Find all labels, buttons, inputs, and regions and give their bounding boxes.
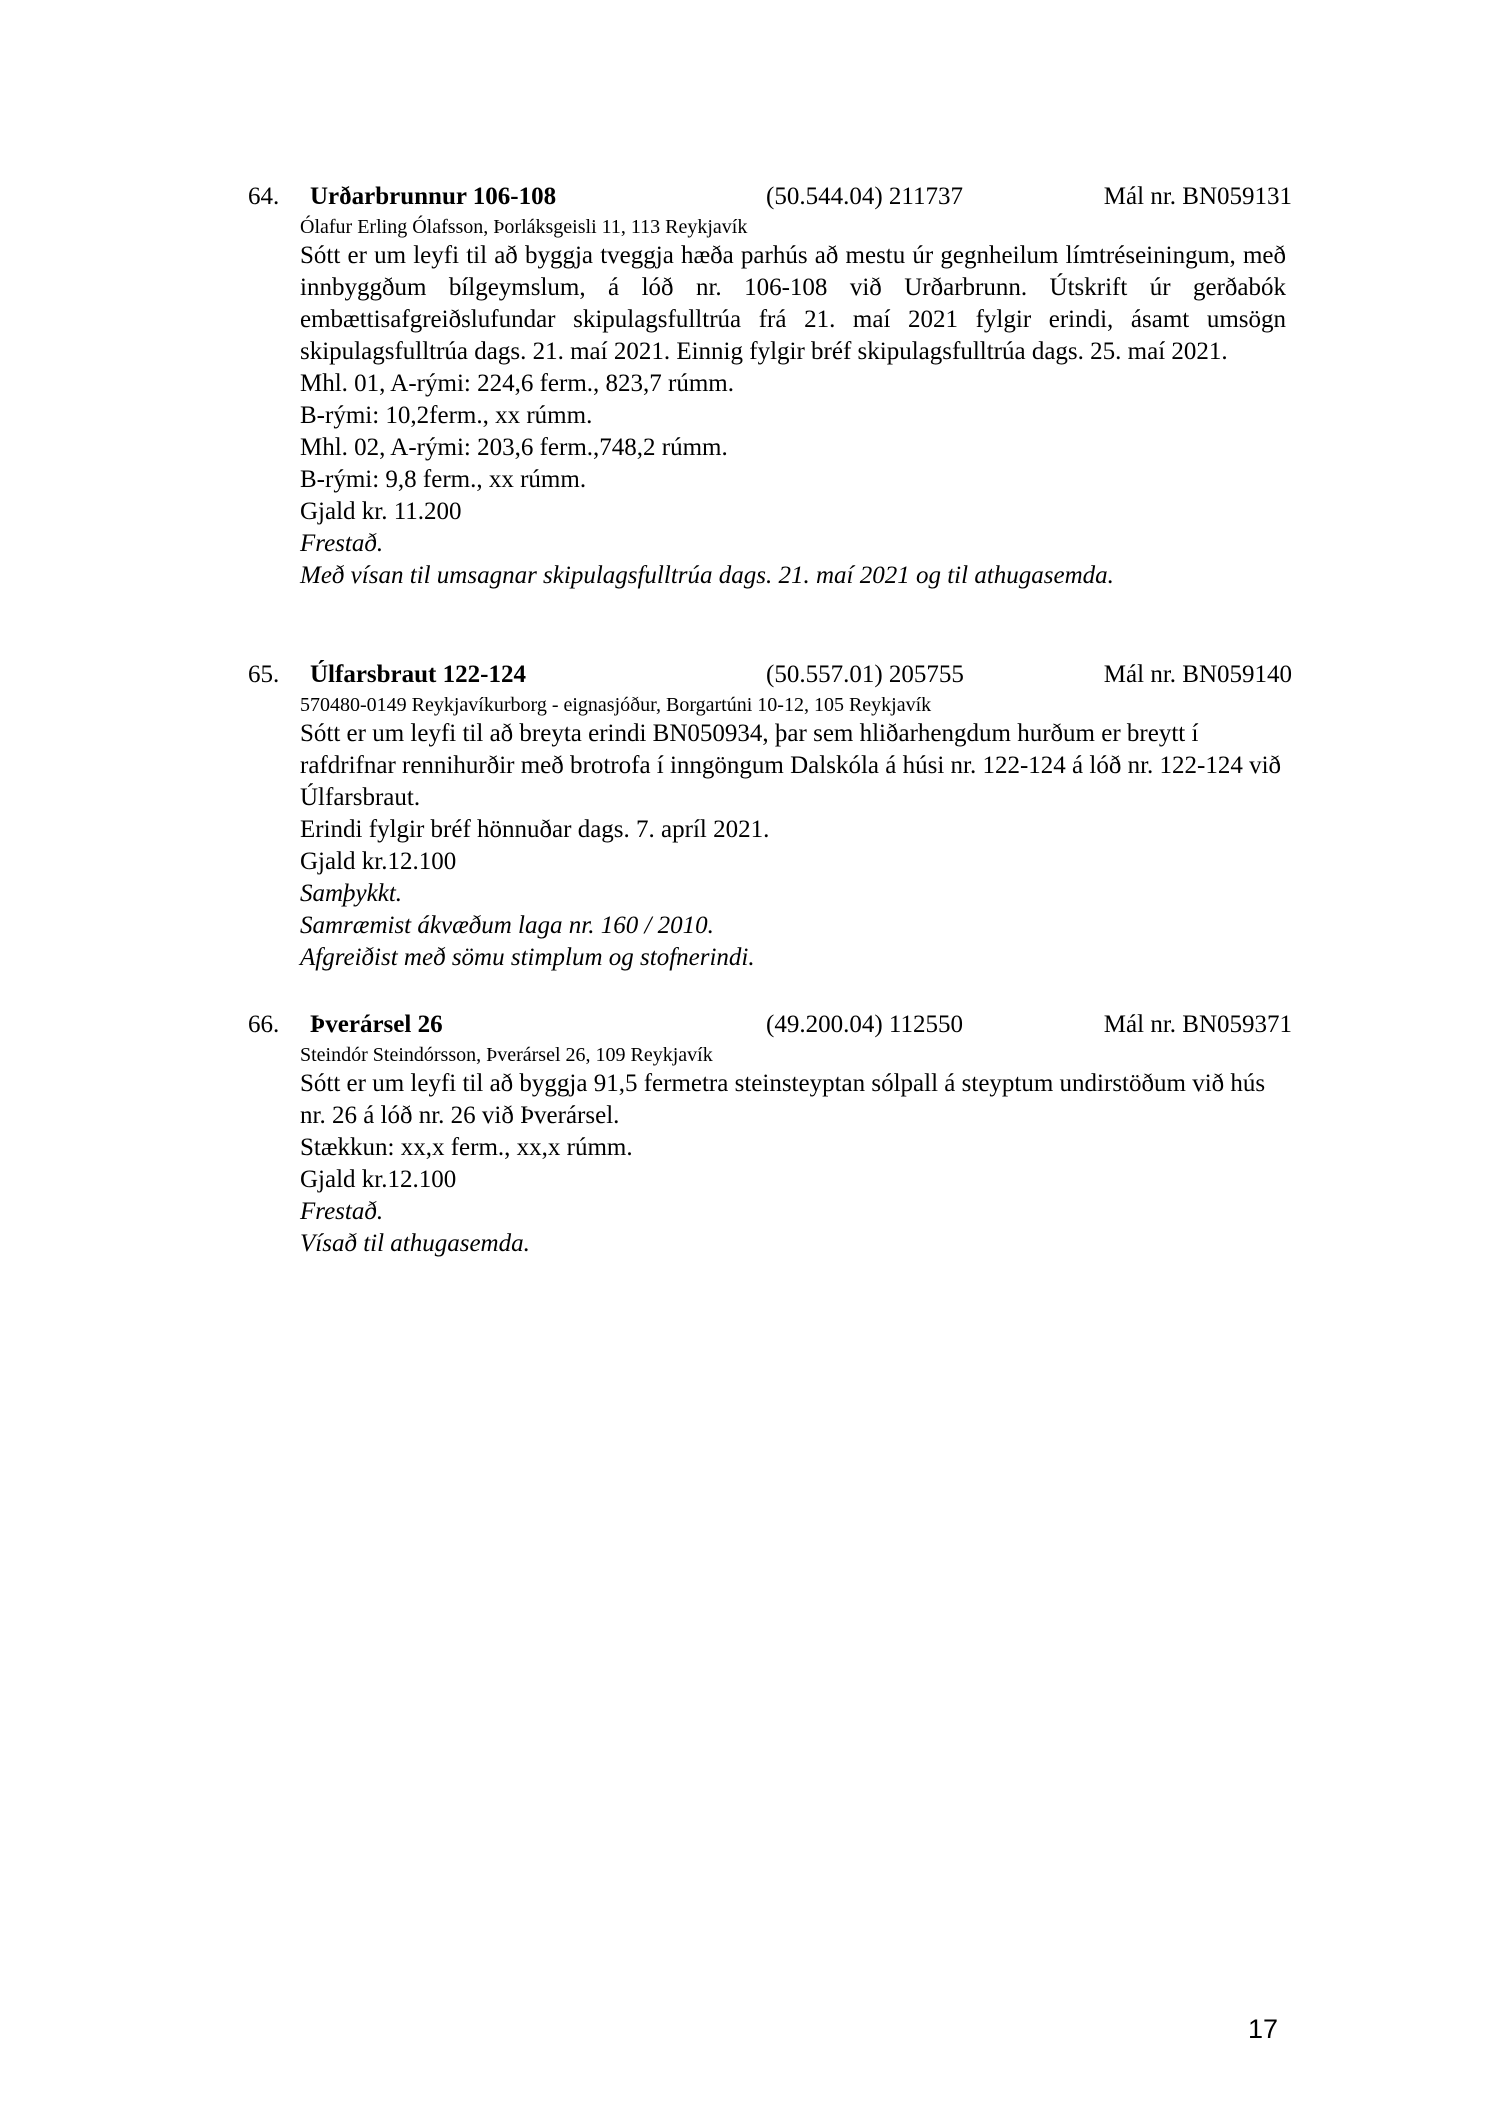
item-header xyxy=(248,180,1292,214)
fee: Gjald kr.12.100 xyxy=(300,848,457,875)
note: Með vísan til umsagnar skipulagsfulltrúa dags. 21. maí 2021 og til athugasemda. xyxy=(300,562,1114,589)
detail-line: Mhl. 01, A-rými: 224,6 ferm., 823,7 rúmm. xyxy=(300,370,734,397)
item-number: 65. xyxy=(248,661,280,688)
item-body xyxy=(300,214,1292,592)
detail-line: B-rými: 9,8 ferm., xx rúmm. xyxy=(300,466,587,493)
item-address: Þverársel 26 xyxy=(310,1011,443,1038)
detail-line: Stækkun: xx,x ferm., xx,x rúmm. xyxy=(300,1134,633,1161)
description: Sótt er um leyfi til að breyta erindi BN050934, þar sem hliðarhengdum hurðum er breytt í rafdrifnar rennihurðir með brotrofa í inngöngum Dalskóla á húsi nr. 122-124 á lóð nr. 122-124 við Úlfarsbraut. xyxy=(300,720,1282,811)
page-number: 17 xyxy=(1248,2014,1279,2044)
item-body xyxy=(300,1042,1292,1260)
case-number: Mál nr. BN059140 xyxy=(1103,661,1292,688)
item-number: 64. xyxy=(248,183,280,210)
land-id: (49.200.04) 112550 xyxy=(766,1011,963,1038)
decision: Samþykkt. xyxy=(300,880,403,907)
detail-line: B-rými: 10,2ferm., xx rúmm. xyxy=(300,402,593,429)
detail-line: Mhl. 02, A-rými: 203,6 ferm.,748,2 rúmm. xyxy=(300,434,728,461)
description: Sótt er um leyfi til að byggja tveggja hæða parhús að mestu úr gegnheilum límtréseiningum, með innbyggðum bílgeymslum, á lóð nr. 106-108 við Urðarbrunn. Útskrift úr gerðabók embættisafgreiðslufundar skipulagsfulltrúa frá 21. maí 2021 fylgir erindi, ásamt umsögn skipulagsfulltrúa dags. 21. maí 2021. Einnig fylgir bréf skipulagsfulltrúa dags. 25. maí 2021. xyxy=(300,242,1286,365)
description: Sótt er um leyfi til að byggja 91,5 fermetra steinsteyptan sólpall á steyptum undirstöðum við hús nr. 26 á lóð nr. 26 við Þverársel. xyxy=(300,1070,1266,1129)
case-number: Mál nr. BN059131 xyxy=(1103,183,1292,210)
item-header xyxy=(248,658,1292,692)
land-id: (50.557.01) 205755 xyxy=(766,661,964,688)
item-address: Urðarbrunnur 106-108 xyxy=(310,183,557,210)
item-header xyxy=(248,1008,1292,1042)
note: Samræmist ákvæðum laga nr. 160 / 2010. xyxy=(300,912,714,939)
note: Afgreiðist með sömu stimplum og stofnerindi. xyxy=(300,944,755,971)
fee: Gjald kr. 11.200 xyxy=(300,498,462,525)
decision: Frestað. xyxy=(300,1198,384,1225)
applicant: Steindór Steindórsson, Þverársel 26, 109 Reykjavík xyxy=(300,1044,713,1066)
item-number: 66. xyxy=(248,1011,280,1038)
item-address: Úlfarsbraut 122-124 xyxy=(310,661,526,688)
land-id: (50.544.04) 211737 xyxy=(766,183,963,210)
case-number: Mál nr. BN059371 xyxy=(1103,1011,1292,1038)
applicant: 570480-0149 Reykjavíkurborg - eignasjóður, Borgartúni 10-12, 105 Reykjavík xyxy=(300,694,932,716)
applicant: Ólafur Erling Ólafsson, Þorláksgeisli 11, 113 Reykjavík xyxy=(300,216,748,238)
agenda-item xyxy=(248,658,1292,974)
note: Vísað til athugasemda. xyxy=(300,1230,530,1257)
item-body xyxy=(300,692,1292,974)
fee: Gjald kr.12.100 xyxy=(300,1166,457,1193)
agenda-item xyxy=(248,1008,1292,1260)
agenda-item xyxy=(248,180,1292,592)
detail-line: Erindi fylgir bréf hönnuðar dags. 7. apríl 2021. xyxy=(300,816,770,843)
decision: Frestað. xyxy=(300,530,384,557)
